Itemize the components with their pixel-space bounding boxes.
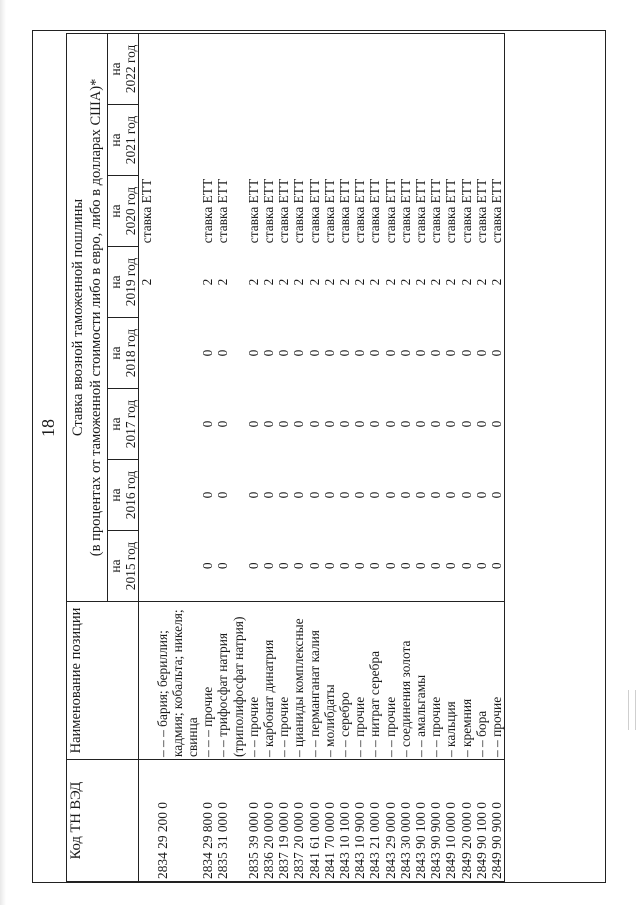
rate-value bbox=[246, 105, 261, 176]
rate-value bbox=[139, 318, 155, 389]
rate-value bbox=[428, 33, 443, 104]
scan-edge-shadow bbox=[0, 0, 6, 905]
position-name: – – бора bbox=[474, 602, 489, 760]
table-row bbox=[200, 33, 215, 881]
table-row bbox=[428, 33, 443, 881]
rate-value: 0 bbox=[276, 349, 292, 357]
rate-value bbox=[322, 33, 337, 104]
rate-value: 0 bbox=[291, 562, 307, 570]
rate-value: 0 bbox=[413, 491, 429, 499]
rate-value: 0 bbox=[321, 349, 337, 357]
header-year-prefix: на bbox=[108, 275, 123, 289]
rate-value bbox=[155, 531, 201, 602]
position-name: – карбонат динатрия bbox=[261, 602, 276, 760]
rate-value bbox=[398, 105, 413, 176]
header-year-prefix: на bbox=[108, 559, 123, 573]
table-row bbox=[139, 33, 155, 881]
rate-value: 0 bbox=[200, 491, 216, 499]
table-body bbox=[139, 33, 505, 881]
header-year-label: 2016 год bbox=[123, 470, 139, 520]
position-name: – – перманганат калия bbox=[307, 602, 322, 760]
rate-value: 0 bbox=[261, 420, 277, 428]
header-year-5 bbox=[108, 176, 139, 247]
rate-value bbox=[155, 176, 201, 247]
rate-value: 0 bbox=[473, 562, 489, 570]
rate-value bbox=[367, 105, 382, 176]
rate-value bbox=[428, 105, 443, 176]
rate-value bbox=[155, 460, 201, 531]
table-row bbox=[383, 33, 398, 881]
rate-value: 2 bbox=[458, 278, 474, 286]
rate-value: 0 bbox=[291, 349, 307, 357]
rate-value: ставка ЕТТ bbox=[397, 178, 413, 244]
page-number: 18 bbox=[38, 419, 58, 437]
rate-value: 0 bbox=[306, 420, 322, 428]
rate-value: ставка ЕТТ bbox=[458, 178, 474, 244]
rate-value: 0 bbox=[321, 491, 337, 499]
hs-code: 2837 19 000 0 bbox=[276, 760, 291, 882]
rate-value: 2 bbox=[337, 278, 353, 286]
rate-value: 0 bbox=[291, 491, 307, 499]
rate-value: 2 bbox=[139, 278, 155, 286]
rate-value: 0 bbox=[245, 420, 261, 428]
rate-value: 0 bbox=[367, 349, 383, 357]
tariff-table bbox=[66, 33, 505, 882]
rate-value: 0 bbox=[245, 349, 261, 357]
table-row bbox=[261, 33, 276, 881]
rate-value bbox=[155, 33, 201, 104]
header-name: Наименование позиции bbox=[67, 602, 139, 760]
hs-code: 2843 21 000 0 bbox=[367, 760, 382, 882]
position-name: – кремния bbox=[459, 602, 474, 760]
rate-value: 0 bbox=[367, 420, 383, 428]
header-year-6 bbox=[108, 105, 139, 176]
rate-value bbox=[474, 33, 489, 104]
rate-value: 0 bbox=[261, 562, 277, 570]
rate-value: 0 bbox=[397, 349, 413, 357]
hs-code bbox=[139, 760, 155, 882]
header-year-prefix: на bbox=[108, 417, 123, 431]
table-row bbox=[443, 33, 458, 881]
rate-value bbox=[398, 33, 413, 104]
rate-value bbox=[139, 33, 155, 104]
position-name: – – серебро bbox=[337, 602, 352, 760]
rate-value: 0 bbox=[413, 420, 429, 428]
rate-value bbox=[215, 33, 245, 104]
table-row bbox=[398, 33, 413, 881]
header-year-label: 2015 год bbox=[123, 541, 139, 591]
rotated-tariff-table bbox=[66, 37, 606, 882]
rate-value bbox=[215, 105, 245, 176]
rate-value: 0 bbox=[337, 420, 353, 428]
rate-value: 0 bbox=[367, 491, 383, 499]
rate-value: 0 bbox=[200, 349, 216, 357]
rate-value bbox=[200, 105, 215, 176]
rate-value: 0 bbox=[245, 562, 261, 570]
rate-value: 0 bbox=[367, 562, 383, 570]
header-year-prefix: на bbox=[108, 62, 123, 76]
rate-value: 0 bbox=[443, 420, 459, 428]
hs-code: 2834 29 200 0 bbox=[155, 760, 201, 882]
position-name: – кальция bbox=[443, 602, 458, 760]
rate-value: 2 bbox=[321, 278, 337, 286]
rate-value bbox=[261, 33, 276, 104]
rate-value: 0 bbox=[200, 562, 216, 570]
header-year-prefix: на bbox=[108, 488, 123, 502]
table-row bbox=[367, 33, 382, 881]
rate-value: ставка ЕТТ bbox=[139, 178, 155, 244]
rate-value bbox=[413, 33, 428, 104]
scan-artifact bbox=[628, 690, 636, 730]
rate-value: ставка ЕТТ bbox=[428, 178, 444, 244]
rate-value bbox=[474, 105, 489, 176]
rate-value: 0 bbox=[489, 389, 505, 460]
rate-value bbox=[307, 33, 322, 104]
rate-value: ставка ЕТТ bbox=[337, 178, 353, 244]
table-row bbox=[474, 33, 489, 881]
rate-value bbox=[489, 33, 505, 104]
rate-value: 0 bbox=[489, 531, 505, 602]
table-row bbox=[215, 33, 245, 881]
rate-value: 0 bbox=[397, 420, 413, 428]
rate-value: 0 bbox=[458, 349, 474, 357]
header-year-1 bbox=[108, 460, 139, 531]
rate-value: 2 bbox=[306, 278, 322, 286]
table-row bbox=[322, 33, 337, 881]
header-year-prefix: на bbox=[108, 346, 123, 360]
rate-value: 2 bbox=[352, 278, 368, 286]
rate-value: 0 bbox=[291, 420, 307, 428]
rate-value: 0 bbox=[473, 491, 489, 499]
rate-value bbox=[139, 460, 155, 531]
header-rate-title: Ставка ввозной таможенной пошлины bbox=[67, 33, 88, 601]
rate-value: 2 bbox=[443, 278, 459, 286]
position-name: – – прочие bbox=[352, 602, 367, 760]
hs-code: 2843 10 100 0 bbox=[337, 760, 352, 882]
rate-value: 2 bbox=[200, 278, 216, 286]
rate-value: 2 bbox=[245, 278, 261, 286]
hs-code: 2843 29 000 0 bbox=[383, 760, 398, 882]
rate-value: 0 bbox=[458, 420, 474, 428]
rate-value: 2 bbox=[261, 278, 277, 286]
rate-value bbox=[489, 105, 505, 176]
rate-value: 0 bbox=[306, 562, 322, 570]
rate-value bbox=[337, 105, 352, 176]
rate-value bbox=[155, 389, 201, 460]
rate-value bbox=[337, 33, 352, 104]
hs-code: 2843 30 000 0 bbox=[398, 760, 413, 882]
rate-value: ставка ЕТТ bbox=[215, 178, 231, 244]
table-row bbox=[413, 33, 428, 881]
position-name: – – – прочие bbox=[200, 602, 215, 760]
rate-value: 0 bbox=[306, 349, 322, 357]
hs-code: 2849 90 100 0 bbox=[474, 760, 489, 882]
rate-value: 0 bbox=[245, 491, 261, 499]
rate-value: 0 bbox=[261, 491, 277, 499]
table-row bbox=[337, 33, 352, 881]
rate-value: 0 bbox=[352, 349, 368, 357]
header-year-prefix: на bbox=[108, 204, 123, 218]
rate-value: 0 bbox=[321, 562, 337, 570]
rate-value: 0 bbox=[428, 562, 444, 570]
position-name: – – прочие bbox=[276, 602, 291, 760]
position-name: – – – бария; бериллия; кадмия; кобальта; никеля; свинца bbox=[155, 602, 201, 760]
rate-value: 0 bbox=[489, 460, 505, 531]
rate-value: 0 bbox=[352, 491, 368, 499]
header-year-0 bbox=[108, 531, 139, 602]
rate-value bbox=[383, 33, 398, 104]
hs-code: 2835 39 000 0 bbox=[246, 760, 261, 882]
hs-code: 2849 20 000 0 bbox=[459, 760, 474, 882]
rate-value bbox=[352, 105, 367, 176]
rate-value: 0 bbox=[428, 420, 444, 428]
hs-code: 2843 10 900 0 bbox=[352, 760, 367, 882]
rate-value: 2 bbox=[397, 278, 413, 286]
rate-value: 0 bbox=[382, 491, 398, 499]
rate-value bbox=[139, 531, 155, 602]
rate-value: 0 bbox=[443, 349, 459, 357]
table-row bbox=[246, 33, 261, 881]
rate-value: 2 bbox=[473, 278, 489, 286]
hs-code: 2849 10 000 0 bbox=[443, 760, 458, 882]
header-year-label: 2021 год bbox=[123, 115, 139, 165]
rate-value: 0 bbox=[489, 318, 505, 389]
rate-value: 0 bbox=[397, 491, 413, 499]
table-row bbox=[459, 33, 474, 881]
rate-value bbox=[139, 389, 155, 460]
rate-value bbox=[367, 33, 382, 104]
position-name: – – прочие bbox=[489, 602, 505, 760]
rate-value: ставка ЕТТ bbox=[443, 178, 459, 244]
position-name bbox=[139, 602, 155, 760]
hs-code: 2837 20 000 0 bbox=[291, 760, 306, 882]
header-year-label: 2017 год bbox=[123, 399, 139, 449]
rate-value: ставка ЕТТ bbox=[276, 178, 292, 244]
rate-value: 0 bbox=[321, 420, 337, 428]
rate-value: ставка ЕТТ bbox=[489, 176, 505, 247]
table-row bbox=[352, 33, 367, 881]
rate-value: 0 bbox=[276, 562, 292, 570]
position-name: – молибдаты bbox=[322, 602, 337, 760]
hs-code: 2843 90 100 0 bbox=[413, 760, 428, 882]
position-name: – цианиды комплексные bbox=[291, 602, 306, 760]
table-row bbox=[155, 33, 201, 881]
hs-code: 2835 31 000 0 bbox=[215, 760, 245, 882]
rate-value: ставка ЕТТ bbox=[352, 178, 368, 244]
rate-value: 0 bbox=[473, 420, 489, 428]
rate-value: ставка ЕТТ bbox=[261, 178, 277, 244]
rate-value bbox=[352, 33, 367, 104]
rate-value: 0 bbox=[458, 562, 474, 570]
table-row bbox=[291, 33, 306, 881]
header-year-4 bbox=[108, 247, 139, 318]
header-year-3 bbox=[108, 318, 139, 389]
header-year-label: 2022 год bbox=[123, 44, 139, 94]
position-name: – – амальгамы bbox=[413, 602, 428, 760]
rate-value: 0 bbox=[382, 562, 398, 570]
hs-code: 2849 90 900 0 bbox=[489, 760, 505, 882]
rate-value: 0 bbox=[413, 349, 429, 357]
hs-code: 2841 70 000 0 bbox=[322, 760, 337, 882]
header-rate-subtitle: (в процентах от таможенной стоимости либо в евро, либо в долларах США)* bbox=[87, 33, 108, 601]
rate-value: ставка ЕТТ bbox=[200, 178, 216, 244]
rate-value: ставка ЕТТ bbox=[367, 178, 383, 244]
rate-value: 0 bbox=[276, 491, 292, 499]
rate-value: 0 bbox=[337, 562, 353, 570]
rate-value: 2 bbox=[428, 278, 444, 286]
rate-value bbox=[459, 33, 474, 104]
position-name: – – трифосфат натрия (триполифосфат натрия) bbox=[215, 602, 245, 760]
rate-value: 0 bbox=[337, 491, 353, 499]
rate-value: 0 bbox=[473, 349, 489, 357]
rate-value: ставка ЕТТ bbox=[245, 178, 261, 244]
rate-value: 0 bbox=[458, 491, 474, 499]
rate-value: 0 bbox=[215, 562, 231, 570]
rate-value: 0 bbox=[428, 491, 444, 499]
rate-value: 0 bbox=[352, 562, 368, 570]
rate-value bbox=[322, 105, 337, 176]
hs-code: 2843 90 900 0 bbox=[428, 760, 443, 882]
rate-value: 2 bbox=[382, 278, 398, 286]
position-name: – – нитрат серебра bbox=[367, 602, 382, 760]
rate-value: ставка ЕТТ bbox=[291, 178, 307, 244]
position-name: – – прочие bbox=[246, 602, 261, 760]
rate-value: 0 bbox=[215, 349, 231, 357]
rate-value: 0 bbox=[306, 491, 322, 499]
rate-value: 0 bbox=[443, 562, 459, 570]
rate-value bbox=[276, 33, 291, 104]
header-year-prefix: на bbox=[108, 133, 123, 147]
rate-value bbox=[291, 105, 306, 176]
rate-value: 0 bbox=[413, 562, 429, 570]
rate-value: 0 bbox=[261, 349, 277, 357]
rate-value: ставка ЕТТ bbox=[306, 178, 322, 244]
rate-value bbox=[291, 33, 306, 104]
rate-value bbox=[443, 105, 458, 176]
table-row bbox=[276, 33, 291, 881]
rate-value bbox=[383, 105, 398, 176]
rate-value bbox=[155, 105, 201, 176]
rate-value: ставка ЕТТ bbox=[473, 178, 489, 244]
rate-value: 2 bbox=[489, 247, 505, 318]
rate-value: 0 bbox=[382, 349, 398, 357]
header-year-label: 2018 год bbox=[123, 328, 139, 378]
rate-value: 2 bbox=[215, 278, 231, 286]
rate-value: ставка ЕТТ bbox=[382, 178, 398, 244]
rate-value: 0 bbox=[337, 349, 353, 357]
rate-value: ставка ЕТТ bbox=[321, 178, 337, 244]
rate-value bbox=[139, 105, 155, 176]
rate-value: 0 bbox=[397, 562, 413, 570]
rate-value: 0 bbox=[276, 420, 292, 428]
hs-code: 2836 20 000 0 bbox=[261, 760, 276, 882]
rate-value: 0 bbox=[215, 420, 231, 428]
header-year-label: 2020 год bbox=[123, 186, 139, 236]
rate-value bbox=[200, 33, 215, 104]
rate-value bbox=[246, 33, 261, 104]
rate-value: 0 bbox=[443, 491, 459, 499]
rate-value bbox=[459, 105, 474, 176]
position-name: – – прочие bbox=[383, 602, 398, 760]
position-name: – – прочие bbox=[428, 602, 443, 760]
rate-value: 2 bbox=[291, 278, 307, 286]
header-year-7 bbox=[108, 33, 139, 104]
rate-value bbox=[155, 318, 201, 389]
rate-value: 0 bbox=[215, 491, 231, 499]
rate-value: 2 bbox=[276, 278, 292, 286]
hs-code: 2834 29 800 0 bbox=[200, 760, 215, 882]
hs-code: 2841 61 000 0 bbox=[307, 760, 322, 882]
rate-value: 2 bbox=[413, 278, 429, 286]
header-year-label: 2019 год bbox=[123, 257, 139, 307]
rate-value: 0 bbox=[382, 420, 398, 428]
rate-value bbox=[155, 247, 201, 318]
rate-value: 0 bbox=[428, 349, 444, 357]
table-row bbox=[489, 33, 505, 881]
rate-value: 2 bbox=[367, 278, 383, 286]
rate-value bbox=[261, 105, 276, 176]
rate-value bbox=[276, 105, 291, 176]
rate-value: 0 bbox=[352, 420, 368, 428]
header-year-2 bbox=[108, 389, 139, 460]
rate-value bbox=[443, 33, 458, 104]
table-row bbox=[307, 33, 322, 881]
rate-value bbox=[413, 105, 428, 176]
rate-value: 0 bbox=[200, 420, 216, 428]
header-code: Код ТН ВЭД bbox=[67, 760, 139, 882]
rate-value: ставка ЕТТ bbox=[413, 178, 429, 244]
rate-value bbox=[307, 105, 322, 176]
position-name: – соединения золота bbox=[398, 602, 413, 760]
